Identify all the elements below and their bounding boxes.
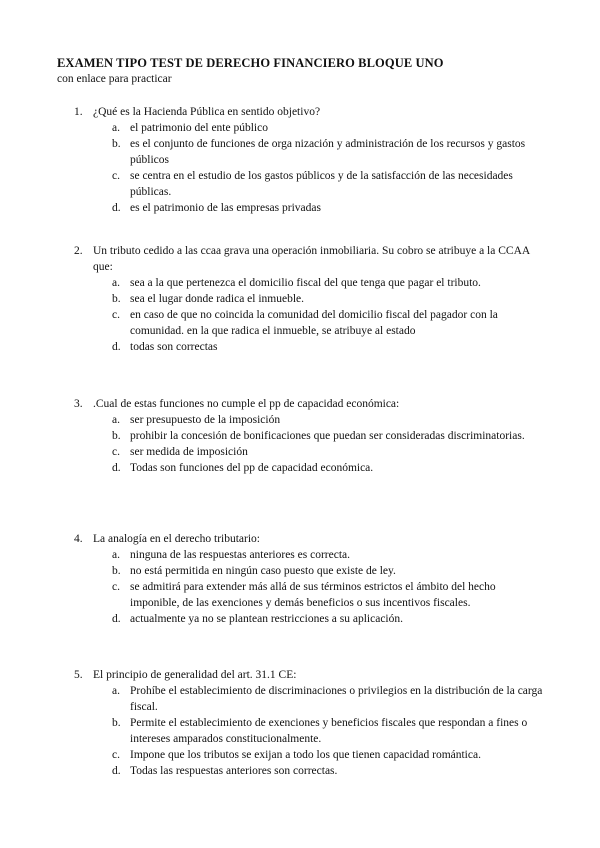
option-d <box>112 763 545 779</box>
option-text: en caso de que no coincida la comunidad del domicilio fiscal del pagador con la comunidad. en la que radica el inmueble, se atribuye al estado <box>130 309 498 337</box>
option-text: el patrimonio del ente público <box>130 122 268 134</box>
option-text: Permite el establecimiento de exenciones y beneficios fiscales que respondan a fines o intereses amparados constitucionalmente. <box>130 717 528 745</box>
option-b <box>112 136 545 168</box>
option-d <box>112 200 545 216</box>
option-text: prohibir la concesión de bonificaciones que puedan ser consideradas discriminatorias. <box>130 430 525 442</box>
option-letter: c. <box>112 170 120 182</box>
option-text: ser presupuesto de la imposición <box>130 414 281 426</box>
question-text: La analogía en el derecho tributario: <box>93 533 260 545</box>
option-letter: a. <box>112 549 120 561</box>
option-text: actualmente ya no se plantean restricciones a su aplicación. <box>130 613 404 625</box>
option-letter: b. <box>112 565 121 577</box>
option-letter: a. <box>112 122 120 134</box>
options-list <box>0 412 600 476</box>
option-text: Todas son funciones del pp de capacidad económica. <box>130 462 374 474</box>
option-a <box>112 547 545 563</box>
options-list <box>0 275 600 355</box>
option-text: sea el lugar donde radica el inmueble. <box>130 293 305 305</box>
option-text: Impone que los tributos se exijan a todo los que tienen capacidad romántica. <box>130 749 481 761</box>
option-d <box>112 339 545 355</box>
question-5 <box>0 667 600 779</box>
option-d <box>112 611 545 627</box>
option-letter: a. <box>112 685 120 697</box>
question-4 <box>0 531 600 627</box>
option-text: se admitirá para extender más allá de sus términos estrictos el ámbito del hecho imponible, de las exenciones y demás beneficios o sus incentivos fiscales. <box>130 581 496 609</box>
option-letter: b. <box>112 430 121 442</box>
question-text: ¿Qué es la Hacienda Pública en sentido objetivo? <box>93 106 321 118</box>
option-letter: d. <box>112 765 121 777</box>
option-c <box>112 579 545 611</box>
option-letter: d. <box>112 341 121 353</box>
question-1 <box>0 104 600 216</box>
options-list <box>0 683 600 779</box>
options-list <box>0 120 600 216</box>
option-text: sea a la que pertenezca el domicilio fiscal del que tenga que pagar el tributo. <box>130 277 481 289</box>
option-text: es el conjunto de funciones de orga nización y administración de los recursos y gastos públicos <box>130 138 526 166</box>
option-c <box>112 444 545 460</box>
option-letter: b. <box>112 717 121 729</box>
option-letter: c. <box>112 581 120 593</box>
option-text: no está permitida en ningún caso puesto que existe de ley. <box>130 565 396 577</box>
option-a <box>112 120 545 136</box>
question-text: El principio de generalidad del art. 31.1 CE: <box>93 669 297 681</box>
option-text: ninguna de las respuestas anteriores es correcta. <box>130 549 351 561</box>
option-a <box>112 683 545 715</box>
document-subtitle: con enlace para practicar <box>57 73 172 85</box>
option-letter: c. <box>112 749 120 761</box>
option-text: se centra en el estudio de los gastos públicos y de la satisfacción de las necesidades públicas. <box>130 170 513 198</box>
option-text: Prohíbe el establecimiento de discriminaciones o privilegios en la distribución de la carga fiscal. <box>130 685 543 713</box>
option-text: Todas las respuestas anteriores son correctas. <box>130 765 338 777</box>
option-b <box>112 428 545 444</box>
option-d <box>112 460 545 476</box>
option-letter: d. <box>112 202 121 214</box>
option-letter: d. <box>112 462 121 474</box>
option-letter: b. <box>112 293 121 305</box>
option-letter: d. <box>112 613 121 625</box>
question-2 <box>0 243 600 355</box>
option-a <box>112 275 545 291</box>
option-a <box>112 412 545 428</box>
question-number: 2. <box>74 245 83 257</box>
question-3 <box>0 396 600 476</box>
option-c <box>112 168 545 200</box>
question-number: 4. <box>74 533 83 545</box>
option-text: es el patrimonio de las empresas privadas <box>130 202 321 214</box>
options-list <box>0 547 600 627</box>
option-text: todas son correctas <box>130 341 218 353</box>
option-letter: a. <box>112 414 120 426</box>
option-letter: c. <box>112 446 120 458</box>
question-number: 1. <box>74 106 83 118</box>
option-b <box>112 715 545 747</box>
question-text: Un tributo cedido a las ccaa grava una operación inmobiliaria. Su cobro se atribuye a la CCAA que: <box>93 245 530 273</box>
question-number: 3. <box>74 398 83 410</box>
document-title: EXAMEN TIPO TEST DE DERECHO FINANCIERO BLOQUE UNO <box>57 56 444 70</box>
option-letter: c. <box>112 309 120 321</box>
option-b <box>112 563 545 579</box>
option-letter: a. <box>112 277 120 289</box>
option-b <box>112 291 545 307</box>
option-c <box>112 747 545 763</box>
option-c <box>112 307 545 339</box>
option-letter: b. <box>112 138 121 150</box>
option-text: ser medida de imposición <box>130 446 248 458</box>
question-text: .Cual de estas funciones no cumple el pp de capacidad económica: <box>93 398 400 410</box>
question-number: 5. <box>74 669 83 681</box>
